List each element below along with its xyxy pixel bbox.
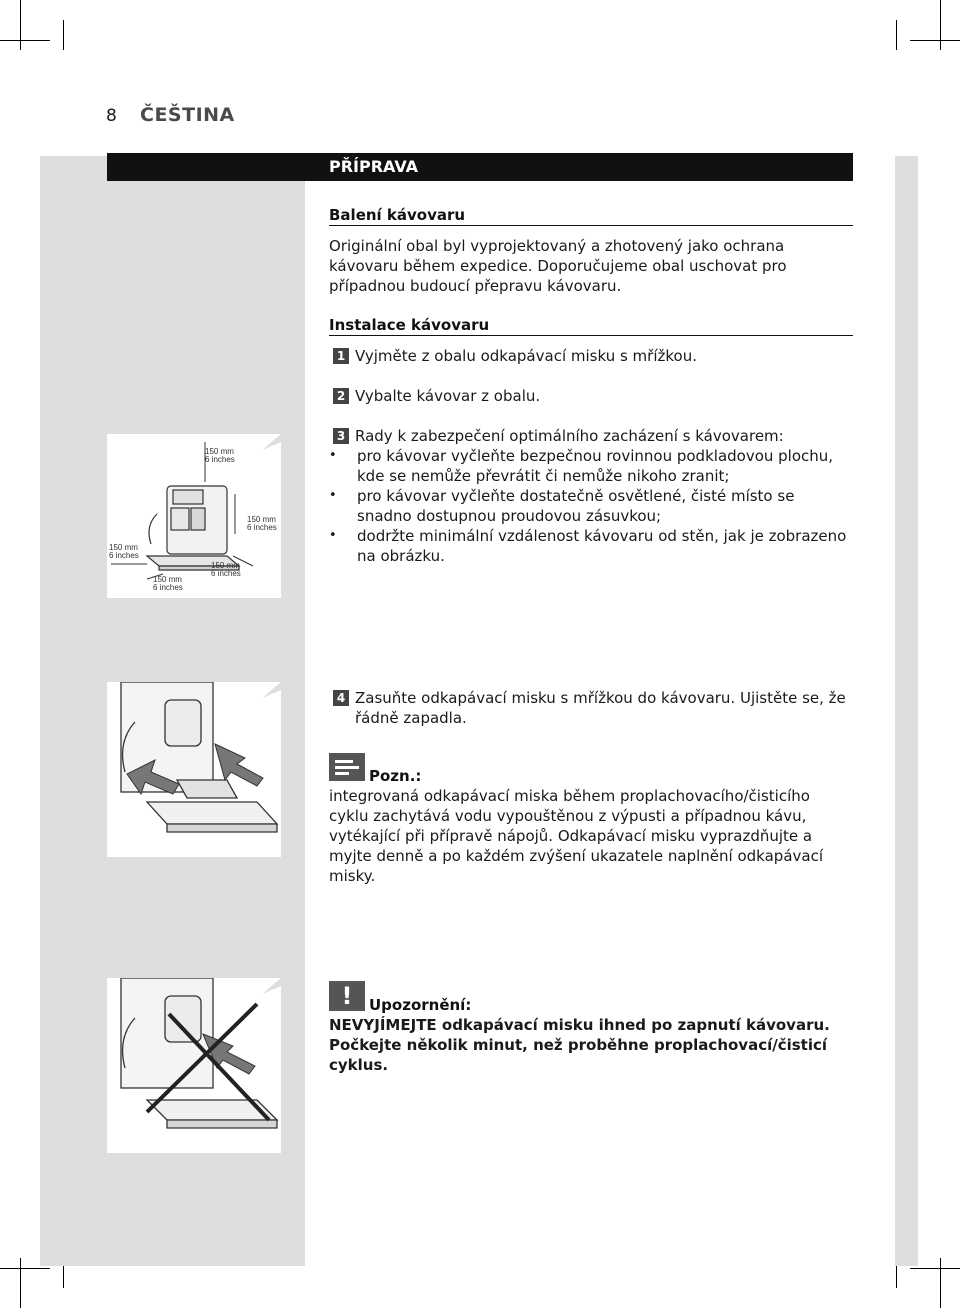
front-clearance-in: 6 inches (211, 569, 241, 578)
note-text: integrovaná odkapávací miska během proplachovacího/čisticího cyklu zachytává vodu vypouštěnou z výpusti a případnou kávu, vytékající při přípravě nápojů. Odkapávací misku vyprazdňujte a myjte denně a po každém zvýšení ukazatele naplnění odkapávací misky. (329, 787, 823, 885)
warning-text: NEVYJÍMEJTE odkapávací misku ihned po zapnutí kávovaru. Počkejte několik minut, než proběhne proplachovací/čisticí cyklus. (329, 1016, 830, 1074)
step-4 (333, 688, 853, 728)
front2-clearance-in: 6 inches (153, 583, 183, 592)
page-number: 8 (106, 106, 117, 126)
step-text: Zasuňte odkapávací misku s mřížkou do kávovaru. Ujistěte se, že řádně zapadla. (355, 689, 846, 727)
note-label: Pozn.: (369, 767, 422, 785)
list-item: • pro kávovar vyčleňte bezpečnou rovinnou podkladovou plochu, kde se nemůže převrátit či nemůže nikoho zranit; (329, 446, 849, 486)
step-text: Rady k zabezpečení optimálního zacházení s kávovarem: (355, 427, 784, 445)
heading-rule (329, 225, 853, 226)
list-item: • dodržte minimální vzdálenost kávovaru od stěn, jak je zobrazeno na obrázku. (329, 526, 849, 566)
crop-mark (0, 1268, 50, 1269)
step-number: 4 (333, 690, 349, 706)
top-clearance-in: 6 inches (205, 455, 235, 464)
step-1 (333, 346, 697, 366)
step-number: 2 (333, 388, 349, 404)
insert-tray-figure (107, 682, 281, 857)
crop-mark (63, 20, 64, 50)
list-item: • pro kávovar vyčleňte dostatečně osvětlené, čisté místo se snadno dostupnou proudovou zásuvkou; (329, 486, 849, 526)
front-clearance-mm: 150 mm (211, 561, 240, 570)
left-clearance-in: 6 inches (109, 551, 139, 560)
do-not-remove-figure (107, 978, 281, 1153)
top-clearance-mm: 150 mm (205, 447, 234, 456)
installation-heading: Instalace kávovaru (329, 316, 490, 334)
advice-list (329, 446, 849, 566)
step-3 (333, 426, 784, 446)
packaging-heading: Balení kávovaru (329, 206, 466, 224)
crop-mark (940, 1258, 941, 1308)
warning-icon: ! (329, 981, 365, 1011)
step-text: Vyjměte z obalu odkapávací misku s mřížkou. (355, 347, 697, 365)
language-title: ČEŠTINA (140, 104, 235, 126)
step-2 (333, 386, 540, 406)
left-clearance-mm: 150 mm (109, 543, 138, 552)
front2-clearance-mm: 150 mm (153, 575, 182, 584)
crop-mark (20, 1258, 21, 1308)
step-number: 3 (333, 428, 349, 444)
section-header-bar (107, 153, 853, 181)
crop-mark (0, 40, 50, 41)
step-number: 1 (333, 348, 349, 364)
heading-rule (329, 335, 853, 336)
right-margin-band (895, 156, 918, 1266)
crop-mark (910, 40, 960, 41)
packaging-text: Originální obal byl vyprojektovaný a zhotovený jako ochrana kávovaru během expedice. Doporučujeme obal uschovat pro případnou budoucí přepravu kávovaru. (329, 237, 787, 295)
section-title: PŘÍPRAVA (329, 157, 419, 176)
crop-mark (20, 0, 21, 50)
step-text: Vybalte kávovar z obalu. (355, 387, 541, 405)
crop-mark (940, 0, 941, 50)
right-clearance-in: 6 inches (247, 523, 277, 532)
note-icon (329, 753, 365, 781)
warning-label: Upozornění: (369, 996, 472, 1014)
right-clearance-mm: 150 mm (247, 515, 276, 524)
clearance-figure (107, 434, 281, 598)
crop-mark (896, 20, 897, 50)
crop-mark (910, 1268, 960, 1269)
